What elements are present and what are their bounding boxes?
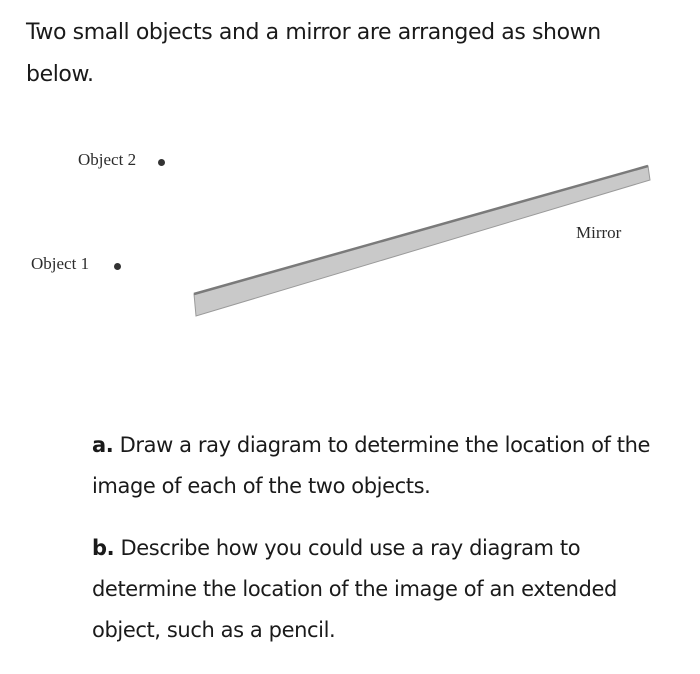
object-1-label: Object 1 xyxy=(31,254,90,273)
object-1-dot xyxy=(114,263,121,270)
question-a-text: Draw a ray diagram to determine the location of the image of each of the two objects. xyxy=(92,433,651,498)
question-b xyxy=(92,528,682,651)
mirror-label: Mirror xyxy=(576,223,622,242)
mirror-figure xyxy=(0,120,700,340)
object-2-label: Object 2 xyxy=(78,150,137,169)
problem-intro: Two small objects and a mirror are arranged as shown below. xyxy=(26,20,601,87)
question-a xyxy=(92,425,682,507)
question-b-text: Describe how you could use a ray diagram to determine the location of the image of an extended object, such as a pencil. xyxy=(92,536,617,642)
object-2-dot xyxy=(158,159,165,166)
question-a-letter: a. xyxy=(92,433,114,457)
question-b-letter: b. xyxy=(92,536,115,560)
question-list xyxy=(92,425,682,672)
